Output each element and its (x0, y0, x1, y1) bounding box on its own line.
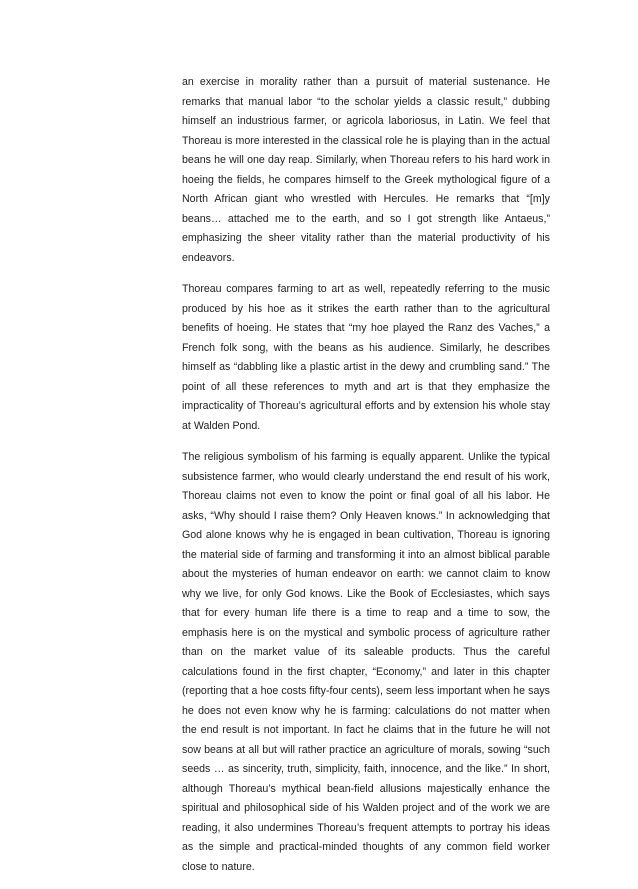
paragraph-1: an exercise in morality rather than a pursuit of material sustenance. He remarks that manual labor “to the scholar yields a classic result,” dubbing himself an industrious farmer, or agricola laboriosus, in Latin. We feel that Thoreau is more interested in the classical role he is playing than in the actual beans he will one day reap. Similarly, when Thoreau refers to his hard work in hoeing the fields, he compares himself to the Greek mythological figure of a North African giant who wrestled with Hercules. He remarks that “[m]y beans… attached me to the earth, and so I got strength like Antaeus,” emphasizing the sheer vitality rather than the material productivity of his endeavors. (182, 76, 550, 264)
paragraph-2: Thoreau compares farming to art as well, repeatedly referring to the music produced by his hoe as it strikes the earth rather than to the agricultural benefits of hoeing. He states that “my hoe played the Ranz des Vaches,” a French folk song, with the beans as his audience. Similarly, he describes himself as “dabbling like a plastic artist in the dewy and crumbling sand.” The point of all these references to myth and art is that they emphasize the impracticality of Thoreau’s agricultural efforts and by extension his whole stay at Walden Pond. (182, 283, 550, 432)
body-text (182, 73, 550, 889)
paragraph-3: The religious symbolism of his farming is equally apparent. Unlike the typical subsistence farmer, who would clearly understand the end result of his work, Thoreau claims not even to know the point or final goal of all his labor. He asks, “Why should I raise them? Only Heaven knows.” In acknowledging that God alone knows why he is engaged in bean cultivation, Thoreau is ignoring the material side of farming and transforming it into an almost biblical parable about the mysteries of human endeavor on earth: we cannot claim to know why we live, for only God knows. Like the Book of Ecclesiastes, which says that for every human life there is a time to reap and a time to sow, the emphasis here is on the mystical and symbolic process of agriculture rather than on the market value of its saleable products. Thus the careful calculations found in the first chapter, “Economy,” and later in this chapter (reporting that a hoe costs fifty-four cents), seem less important when he says he does not even know why he is farming: calculations do not matter when the end result is not important. In fact he claims that in the future he will not sow beans at all but will rather practice an agriculture of morals, sowing “such seeds … as sincerity, truth, simplicity, faith, innocence, and the like.” In short, although Thoreau’s mythical bean-field allusions majestically enhance the spiritual and philosophical side of his Walden project and of the work we are reading, it also undermines Thoreau’s frequent attempts to portray his ideas as the simple and practical-minded thoughts of any common field worker close to nature. (182, 451, 550, 873)
